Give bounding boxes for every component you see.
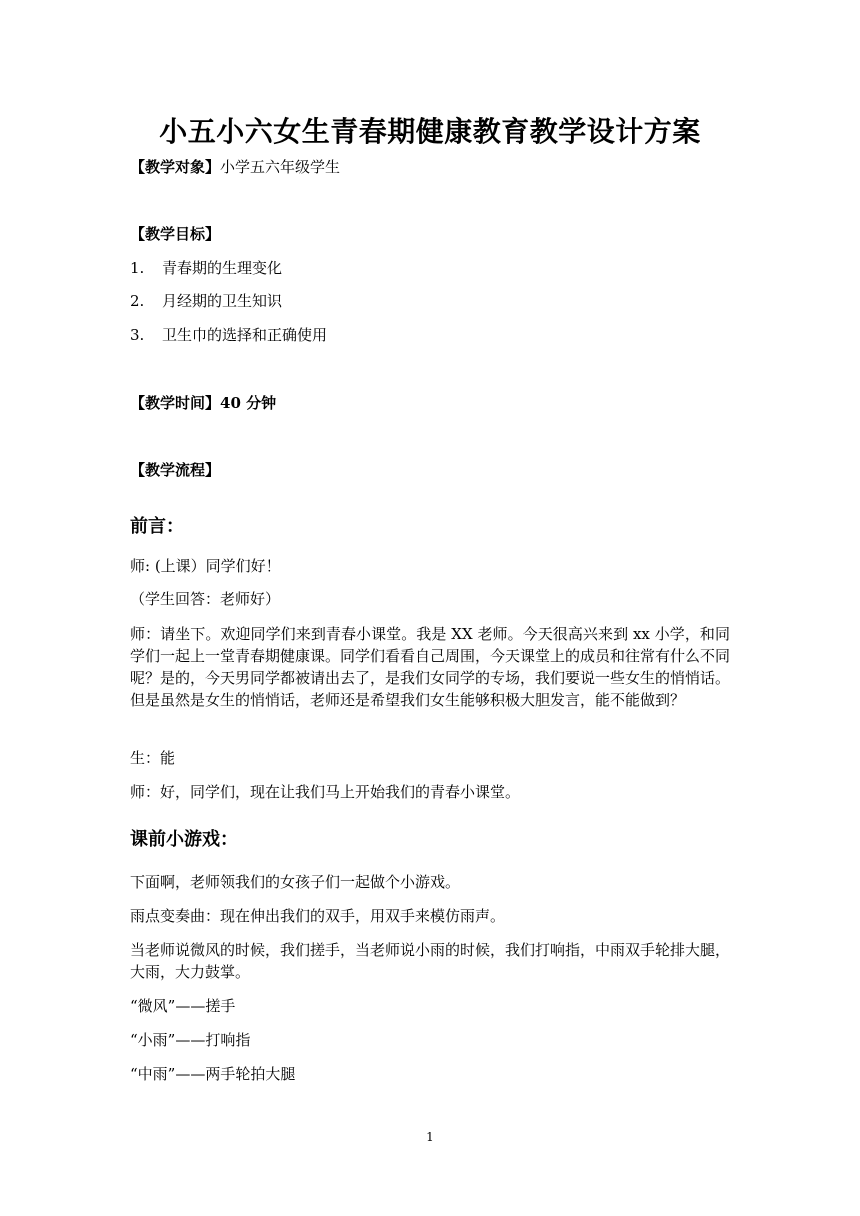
preface-line: （学生回答：老师好） — [130, 590, 281, 608]
goal-number: 1. — [130, 259, 145, 277]
teaching-object-value: 小学五六年级学生 — [220, 158, 341, 176]
preface-line: 师: (上课）同学们好！ — [130, 557, 281, 575]
goal-text: 青春期的生理变化 — [162, 259, 283, 277]
game-line: 雨点变奏曲：现在伸出我们的双手，用双手来模仿雨声。 — [130, 907, 506, 925]
goal-number: 3. — [130, 326, 145, 344]
teaching-time-label: 【教学时间】 — [130, 394, 221, 412]
teaching-time — [130, 392, 730, 414]
preface-paragraph: 师：请坐下。欢迎同学们来到青春小课堂。我是 XX 老师。今天很高兴来到 xx 小学，和同学们一起上一堂青春期健康课。同学们看看自己周围，今天课堂上的成员和往常有什么不同呢？是的，今天男同学都被请出去了，是我们女同学的专场，我们要说一些女生的悄悄话。但是虽然是女生的悄悄话，老师还是希望我们女生能够积极大胆发言，能不能做到？ — [130, 625, 731, 709]
document-title: 小五小六女生青春期健康教育教学设计方案 — [159, 115, 701, 148]
goal-item — [130, 290, 730, 312]
preface-line: 生：能 — [130, 749, 176, 767]
game-line: “中雨”——两手轮拍大腿 — [130, 1065, 296, 1083]
preface-line: 师：好，同学们，现在让我们马上开始我们的青春小课堂。 — [130, 783, 521, 801]
game-line: 下面啊，老师领我们的女孩子们一起做个小游戏。 — [130, 873, 461, 891]
game-line: “小雨”——打响指 — [130, 1031, 251, 1049]
game-heading: 课前小游戏： — [130, 829, 238, 850]
teaching-goals-label: 【教学目标】 — [130, 225, 221, 243]
page-number: 1 — [426, 1130, 434, 1144]
goal-text: 月经期的卫生知识 — [162, 292, 283, 310]
goal-number: 2. — [130, 292, 145, 310]
goal-text: 卫生巾的选择和正确使用 — [162, 326, 328, 344]
teaching-time-value: 40 分钟 — [220, 394, 277, 412]
game-line: “微风”——搓手 — [130, 997, 236, 1015]
teaching-process-label: 【教学流程】 — [130, 461, 221, 479]
goal-item — [130, 257, 730, 279]
teaching-object-label: 【教学对象】 — [130, 158, 221, 176]
preface-heading: 前言： — [130, 516, 184, 537]
goal-item — [130, 324, 730, 346]
game-paragraph: 当老师说微风的时候，我们搓手，当老师说小雨的时候，我们打响指，中雨双手轮排大腿，大雨，大力鼓掌。 — [130, 941, 731, 981]
teaching-object — [130, 156, 730, 178]
